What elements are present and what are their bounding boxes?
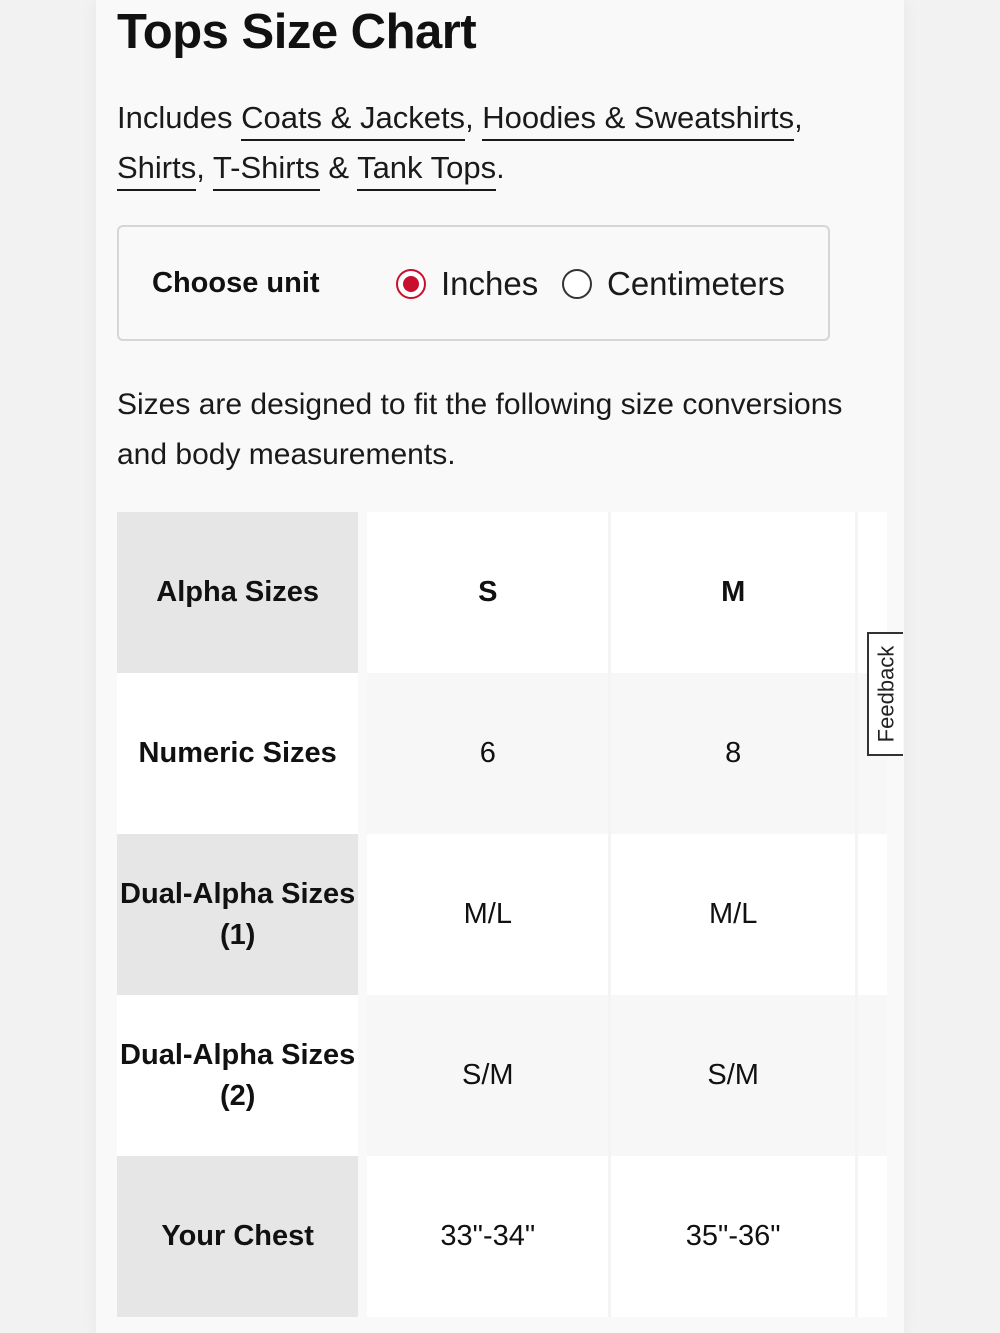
size-table <box>117 512 887 1317</box>
intro-separator: , <box>465 100 483 135</box>
table-cell-overflow <box>857 995 887 1156</box>
inches-label: Inches <box>441 265 539 302</box>
table-row-dual-alpha-2 <box>117 995 887 1156</box>
table-cell: 33"-34" <box>363 1156 610 1317</box>
table-cell: 35"-36" <box>610 1156 857 1317</box>
unit-option-centimeters[interactable] <box>562 265 785 303</box>
size-description: Sizes are designed to fit the following size conversions and body measurements. <box>117 388 843 471</box>
table-row-dual-alpha-1 <box>117 834 887 995</box>
table-cell: 6 <box>363 673 610 834</box>
table-row-chest <box>117 1156 887 1317</box>
unit-selector <box>117 225 830 341</box>
row-header: Your Chest <box>117 1156 363 1317</box>
table-cell: S <box>363 512 610 673</box>
table-cell-overflow <box>857 1156 887 1317</box>
intro-text <box>117 93 897 193</box>
table-cell: S/M <box>363 995 610 1156</box>
table-cell: S/M <box>610 995 857 1156</box>
unit-selector-label: Choose unit <box>152 267 320 299</box>
category-link-t-shirts[interactable]: T-Shirts <box>213 150 320 191</box>
inches-radio[interactable] <box>396 269 426 299</box>
table-row-numeric <box>117 673 887 834</box>
row-header: Alpha Sizes <box>117 512 363 673</box>
table-row-alpha <box>117 512 887 673</box>
row-header: Dual-Alpha Sizes (1) <box>117 834 363 995</box>
feedback-label: Feedback <box>873 645 898 743</box>
table-cell: 8 <box>610 673 857 834</box>
intro-separator: , <box>196 150 213 185</box>
category-link-shirts[interactable]: Shirts <box>117 150 196 191</box>
intro-prefix: Includes <box>117 100 242 135</box>
row-header: Dual-Alpha Sizes (2) <box>117 995 363 1156</box>
table-cell-overflow <box>857 834 887 995</box>
category-link-coats-jackets[interactable]: Coats & Jackets <box>241 100 465 141</box>
row-header: Numeric Sizes <box>117 673 363 834</box>
page-title: Tops Size Chart <box>117 5 477 59</box>
centimeters-radio[interactable] <box>562 269 592 299</box>
feedback-tab[interactable] <box>867 632 903 756</box>
table-cell: M <box>610 512 857 673</box>
intro-separator: & <box>319 150 358 185</box>
table-cell: M/L <box>610 834 857 995</box>
table-cell: M/L <box>363 834 610 995</box>
category-link-hoodies-sweatshirts[interactable]: Hoodies & Sweatshirts <box>482 100 794 141</box>
unit-option-inches[interactable] <box>396 265 538 303</box>
centimeters-label: Centimeters <box>607 265 785 302</box>
intro-end: . <box>496 150 505 185</box>
intro-separator: , <box>794 100 803 135</box>
category-link-tank-tops[interactable]: Tank Tops <box>357 150 496 191</box>
